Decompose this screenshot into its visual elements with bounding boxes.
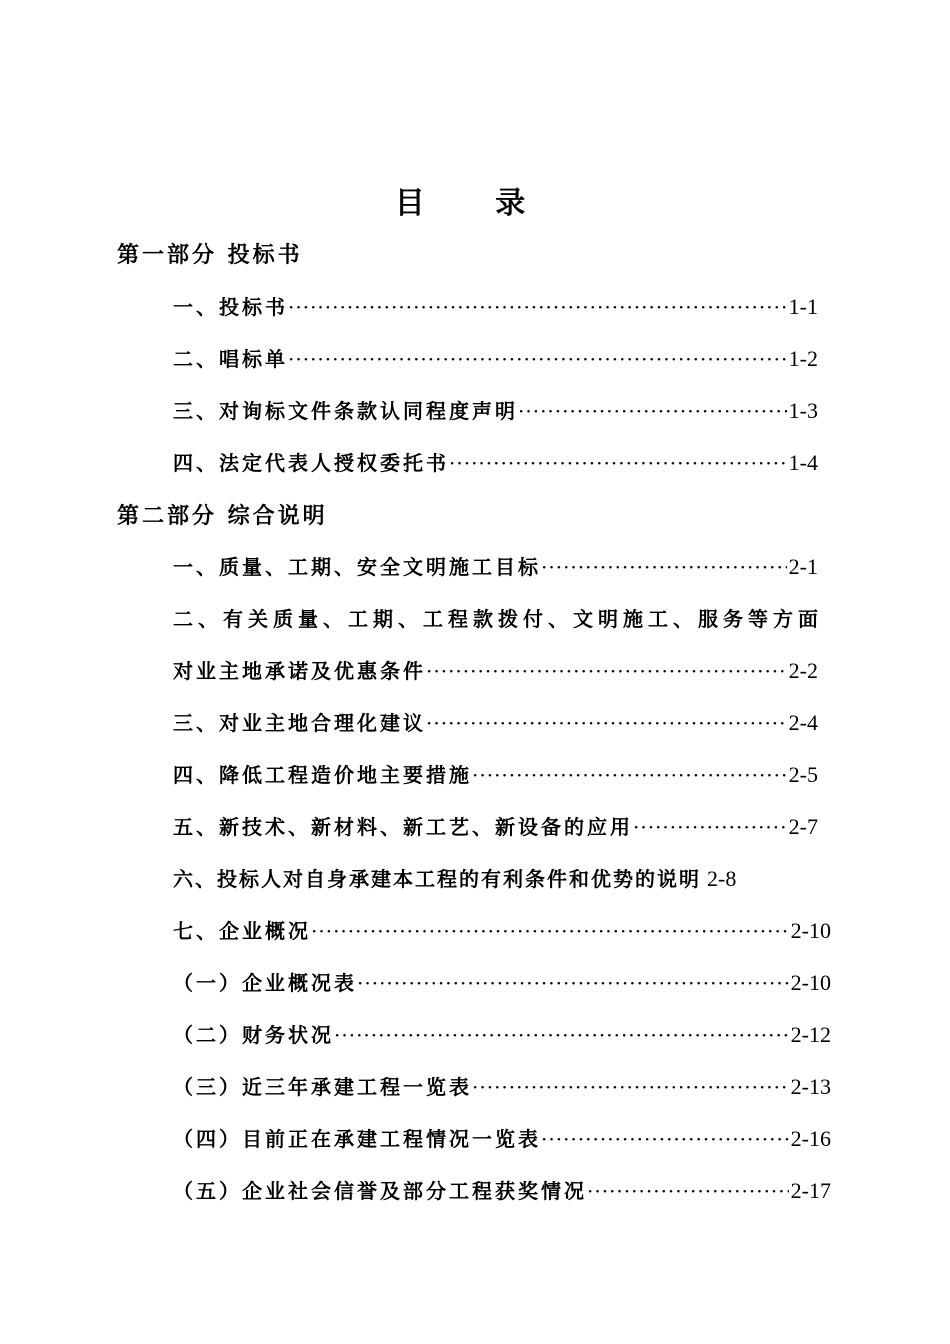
toc-entry-page: 1-3 — [788, 398, 818, 423]
toc-entry — [173, 758, 818, 792]
toc-entry — [173, 1122, 831, 1156]
toc-entry-label: 一、投标书 — [173, 295, 288, 319]
toc-entry-label: 四、法定代表人授权委托书 — [173, 451, 449, 475]
toc-entry — [173, 342, 818, 376]
dot-leader — [541, 1122, 789, 1156]
dot-leader — [518, 394, 787, 428]
toc-title: 目 录 — [394, 186, 556, 221]
toc-entry — [173, 1174, 831, 1208]
dot-leader — [449, 446, 787, 480]
toc-entry-label: 一、质量、工期、安全文明施工目标 — [173, 555, 541, 579]
toc-entry-label: （二）财务状况 — [173, 1023, 334, 1047]
toc-entry — [173, 446, 818, 480]
toc-entry — [173, 966, 831, 1000]
toc-entry-label: （四）目前正在承建工程情况一览表 — [173, 1127, 541, 1151]
toc-entry-page: 1-2 — [788, 346, 818, 371]
toc-entry-page: 2-1 — [788, 554, 818, 579]
dot-leader — [357, 966, 789, 1000]
toc-entry-page: 2-5 — [788, 762, 818, 787]
dot-leader — [426, 654, 787, 688]
toc-entry — [173, 550, 818, 584]
toc-entry-page: 2-10 — [790, 970, 831, 995]
toc-entry — [173, 862, 825, 896]
toc-entry-page: 2-16 — [790, 1126, 831, 1151]
dot-leader — [587, 1174, 789, 1208]
dot-leader — [288, 342, 787, 376]
toc-entry — [173, 914, 831, 948]
toc-entry-label: （三）近三年承建工程一览表 — [173, 1075, 472, 1099]
part1-heading: 第一部分 投标书 — [117, 242, 303, 268]
toc-entry-label: 对业主地承诺及优惠条件 — [173, 659, 426, 683]
toc-entry-label: 五、新技术、新材料、新工艺、新设备的应用 — [173, 815, 633, 839]
dot-leader — [472, 1070, 789, 1104]
toc-entry — [173, 290, 818, 324]
toc-entry-page: 2-12 — [790, 1022, 831, 1047]
toc-entry-label: 三、对业主地合理化建议 — [173, 711, 426, 735]
toc-entry-page: 2-10 — [790, 918, 831, 943]
toc-entry-label: 六、投标人对自身承建本工程的有利条件和优势的说明 — [173, 867, 701, 891]
part2-heading: 第二部分 综合说明 — [117, 503, 328, 529]
toc-entry — [173, 394, 818, 428]
toc-entry — [173, 810, 818, 844]
toc-entry-page: 2-13 — [790, 1074, 831, 1099]
toc-entry-label-line1: 二、有关质量、工期、工程款拨付、文明施工、服务等方面 — [173, 607, 823, 631]
toc-entry — [173, 1070, 831, 1104]
toc-entry-page: 1-1 — [788, 294, 818, 319]
toc-entry-page: 1-4 — [788, 450, 818, 475]
toc-entry-label: 四、降低工程造价地主要措施 — [173, 763, 472, 787]
dot-leader — [426, 706, 787, 740]
toc-entry — [173, 706, 818, 740]
dot-leader — [288, 290, 787, 324]
toc-entry — [173, 654, 818, 688]
dot-leader — [472, 758, 787, 792]
toc-entry-page: 2-7 — [788, 814, 818, 839]
toc-entry-label: （五）企业社会信誉及部分工程获奖情况 — [173, 1179, 587, 1203]
toc-entry-page: 2-2 — [788, 658, 818, 683]
toc-entry-label: （一）企业概况表 — [173, 971, 357, 995]
toc-entry-page: 2-17 — [790, 1178, 831, 1203]
dot-leader — [633, 810, 787, 844]
toc-entry-label: 三、对询标文件条款认同程度声明 — [173, 399, 518, 423]
toc-entry-label: 七、企业概况 — [173, 919, 311, 943]
dot-leader — [311, 914, 789, 948]
toc-entry-page: 2-8 — [707, 866, 737, 891]
toc-entry-label: 二、唱标单 — [173, 347, 288, 371]
toc-entry-page: 2-4 — [788, 710, 818, 735]
dot-leader — [334, 1018, 789, 1052]
toc-entry — [173, 1018, 831, 1052]
dot-leader — [541, 550, 787, 584]
